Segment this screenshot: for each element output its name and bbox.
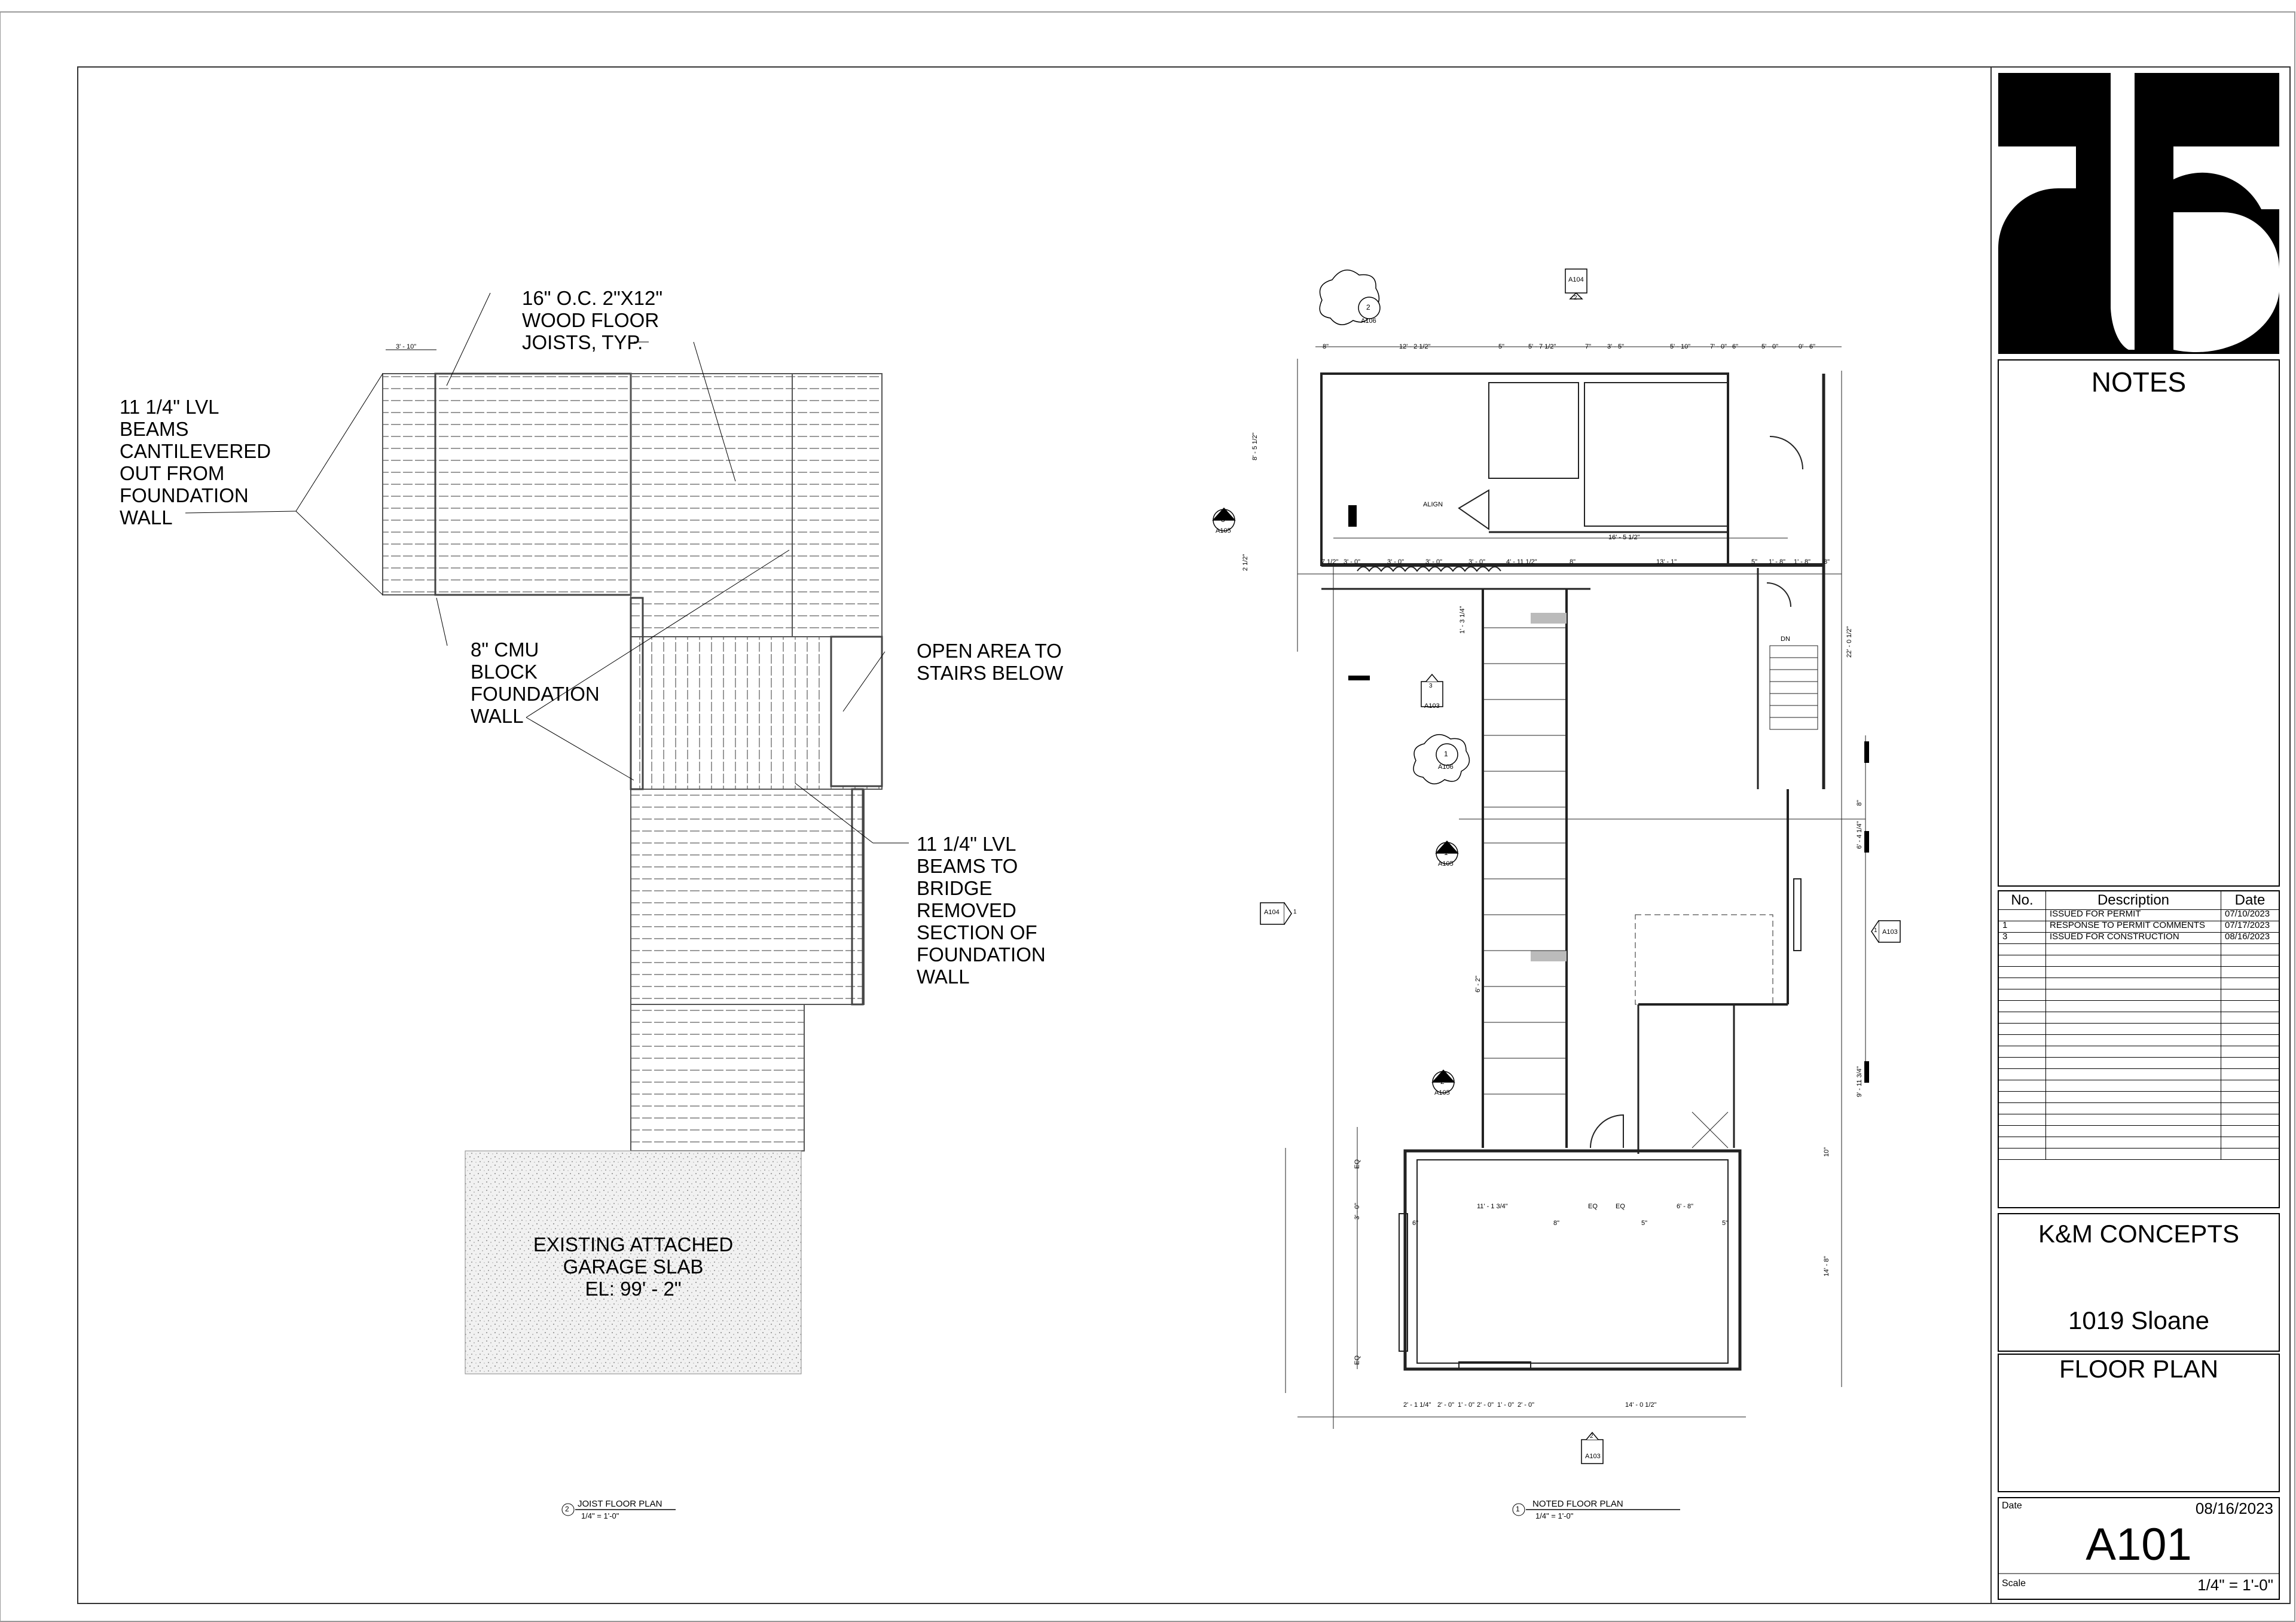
dim-top: 5" [1498, 343, 1505, 350]
dim-lower: EQ [1588, 1203, 1598, 1210]
section-marker-num[interactable]: 1 [1444, 750, 1448, 758]
date-label: Date [2002, 1501, 2022, 1511]
elevation-marker-ref[interactable]: A103 [1882, 928, 1898, 936]
dim-mid: 1' - 8" [1794, 558, 1811, 566]
noted-view-number: 1 [1516, 1505, 1520, 1513]
blank-row [1999, 955, 2279, 967]
blank-row [1999, 1001, 2279, 1012]
dim-mid: 8" [1824, 558, 1830, 566]
dim-lower: 11' - 1 3/4" [1477, 1203, 1508, 1210]
blank-row [1999, 1126, 2279, 1137]
section-marker-ref[interactable]: A105 [1438, 860, 1454, 867]
dim-top: 12' - 2 1/2" [1399, 343, 1431, 350]
note-garage-slab: EXISTING ATTACHED GARAGE SLAB EL: 99' - 2" [533, 1233, 734, 1300]
dim-lower: 6' - 8" [1677, 1203, 1694, 1210]
blank-row [1999, 1137, 2279, 1148]
dim-right: 9' - 11 3/4" [1856, 1066, 1863, 1097]
section-marker-num[interactable]: 2 [1366, 303, 1370, 311]
dim-left: 2 1/2" [1242, 554, 1249, 571]
rev-description: ISSUED FOR CONSTRUCTION [2046, 933, 2221, 944]
blank-row [1999, 1024, 2279, 1035]
project-name: 1019 Sloane [2068, 1306, 2209, 1334]
elevation-marker-num[interactable]: 1 [1293, 909, 1297, 915]
blank-row [1999, 1148, 2279, 1160]
scale-label: Scale [2002, 1578, 2026, 1589]
rev-date: 07/17/2023 [2221, 921, 2279, 933]
blank-row [1999, 1069, 2279, 1080]
elevation-marker-num[interactable]: 2 [1574, 295, 1577, 301]
revision-row [1999, 933, 2279, 944]
inner-frame [78, 67, 2290, 1603]
dim-16ft: 16' - 5 1/2" [1608, 534, 1640, 541]
dim-lower: 5" [1641, 1220, 1648, 1227]
rev-date: 08/16/2023 [2221, 933, 2279, 944]
dim-mid: 3' - 0" [1425, 558, 1443, 566]
elevation-marker-num[interactable]: 1 [1874, 927, 1877, 934]
blank-row [1999, 1035, 2279, 1046]
dim-top: 5' - 10" [1670, 343, 1691, 350]
joist-floor-plan [185, 293, 909, 1516]
joist-view-title: JOIST FLOOR PLAN [578, 1499, 662, 1509]
dim-top: 5' - 7 1/2" [1528, 343, 1556, 350]
joist-view-number: 2 [565, 1505, 569, 1513]
outer-frame [0, 12, 2295, 1621]
dim-top: 5' - 0" [1761, 343, 1779, 350]
dim-right: 14' - 8" [1823, 1256, 1830, 1276]
rev-header-no: No. [1999, 891, 2046, 910]
dim-right: 22' - 0 1/2" [1846, 626, 1853, 658]
elevation-marker-ref[interactable]: A103 [1424, 702, 1440, 710]
dim-left: EQ [1354, 1159, 1361, 1169]
section-marker-ref[interactable]: A105 [1216, 527, 1231, 534]
dim-lower: 6" [1412, 1220, 1419, 1227]
dim-top: 7' - 0" [1710, 343, 1727, 350]
rev-header-date: Date [2221, 891, 2279, 910]
sheet-title: FLOOR PLAN [2059, 1355, 2219, 1383]
dim-right: 10" [1823, 1147, 1830, 1157]
blank-row [1999, 1046, 2279, 1058]
joist-view-scale: 1/4" = 1'-0" [581, 1511, 619, 1520]
blank-row [1999, 944, 2279, 955]
dim-lower: 5" [1722, 1220, 1729, 1227]
noted-view-title: NOTED FLOOR PLAN [1532, 1499, 1623, 1509]
dim-bottom: 2' - 0" [1518, 1401, 1535, 1409]
blank-row [1999, 989, 2279, 1001]
rev-description: RESPONSE TO PERMIT COMMENTS [2046, 921, 2221, 933]
section-marker-num[interactable]: 3 [1221, 515, 1225, 524]
sheet-number: A101 [2086, 1519, 2192, 1570]
elevation-marker-num[interactable]: 3 [1429, 683, 1433, 689]
blank-row [1999, 1092, 2279, 1103]
blank-row [1999, 1114, 2279, 1126]
elevation-marker-ref[interactable]: A103 [1585, 1453, 1601, 1460]
dim-top: 0' - 6" [1799, 343, 1816, 350]
dim-bottom: 1' - 0" [1458, 1401, 1475, 1409]
dim-bottom: 2' - 0" [1477, 1401, 1494, 1409]
dim-left: EQ [1354, 1355, 1361, 1365]
section-marker-ref[interactable]: A106 [1438, 763, 1454, 771]
elevation-marker-ref[interactable]: A104 [1568, 276, 1584, 283]
dim-joist-top: 3' - 10" [396, 343, 417, 350]
dim-mid: 4' - 11 1/2" [1506, 558, 1537, 566]
note-joists: 16" O.C. 2"X12" WOOD FLOOR JOISTS, TYP. [522, 287, 663, 353]
company-name: K&M CONCEPTS [2038, 1220, 2240, 1248]
dim-top: 8" [1323, 343, 1329, 350]
dim-mid: 3' - 0" [1344, 558, 1361, 566]
blank-row [1999, 1012, 2279, 1024]
rev-no: 3 [1999, 933, 2046, 944]
blank-row [1999, 978, 2279, 989]
dim-right: 6' - 4 1/4" [1856, 821, 1863, 849]
elevation-marker-shapes [1260, 269, 1900, 1464]
dim-mid: 3' - 0" [1468, 558, 1486, 566]
section-marker-ref[interactable]: A106 [1361, 317, 1376, 325]
noted-view-scale: 1/4" = 1'-0" [1535, 1511, 1574, 1520]
notes-panel [1998, 360, 2279, 886]
stair-treads [1770, 658, 1818, 717]
dim-bottom: 2' - 0" [1437, 1401, 1455, 1409]
rev-no [1999, 910, 2046, 921]
hall-treads [1483, 628, 1567, 1094]
dim-top: 3' - 5" [1607, 343, 1625, 350]
dim-right: 8" [1856, 799, 1863, 806]
dim-mid: 3' - 0" [1387, 558, 1405, 566]
date-value: 08/16/2023 [2195, 1499, 2273, 1517]
note-stair-down: DN [1781, 636, 1790, 643]
dim-mid: 13' - 1" [1656, 558, 1677, 566]
dim-left: 6' - 2" [1474, 975, 1482, 992]
section-marker-ref[interactable]: A105 [1434, 1089, 1450, 1096]
blank-row [1999, 967, 2279, 978]
section-marker-num[interactable]: 2 [1440, 1077, 1445, 1086]
dim-left: 3' - 0" [1354, 1202, 1361, 1220]
dim-mid: 7 1/2" [1321, 558, 1339, 566]
rev-header-description: Description [2046, 891, 2221, 910]
dim-left: 8' - 5 1/2" [1251, 432, 1259, 460]
dim-mid: 1' - 8" [1769, 558, 1786, 566]
blank-row [1999, 1080, 2279, 1092]
elevation-marker-ref[interactable]: A104 [1264, 909, 1280, 916]
dim-mid: 8" [1570, 558, 1576, 566]
dim-lower: 8" [1553, 1220, 1560, 1227]
note-align: ALIGN [1423, 501, 1443, 508]
revision-row [1999, 921, 2279, 933]
blank-row [1999, 1103, 2279, 1114]
rev-date: 07/10/2023 [2221, 910, 2279, 921]
dim-top: 7" [1585, 343, 1592, 350]
dim-bottom: 2' - 1 1/4" [1403, 1401, 1431, 1409]
rev-description: ISSUED FOR PERMIT [2046, 910, 2221, 921]
dim-mid: 5" [1751, 558, 1758, 566]
dim-left: 1' - 3 1/4" [1459, 606, 1466, 634]
revision-table [1998, 891, 2279, 1160]
note-cmu-wall: 8" CMU BLOCK FOUNDATION WALL [471, 639, 600, 727]
dim-bottom: 1' - 0" [1497, 1401, 1515, 1409]
section-marker-num[interactable]: 1 [1444, 848, 1448, 857]
revision-row [1999, 910, 2279, 921]
dim-top: 6" [1732, 343, 1739, 350]
rev-no: 1 [1999, 921, 2046, 933]
notes-heading: NOTES [2091, 366, 2187, 398]
blank-row [1999, 1058, 2279, 1069]
note-lvl-cantilever: 11 1/4" LVL BEAMS CANTILEVERED OUT FROM FOUNDATION WALL [120, 396, 271, 529]
elevation-marker-num[interactable]: 2 [1590, 1433, 1593, 1440]
dim-bottom: 14' - 0 1/2" [1625, 1401, 1657, 1409]
dim-lower: EQ [1616, 1203, 1625, 1210]
scale-value: 1/4" = 1'-0" [2197, 1576, 2273, 1594]
note-lvl-bridge: 11 1/4" LVL BEAMS TO BRIDGE REMOVED SECTION OF FOUNDATION WALL [917, 833, 1046, 988]
noted-floor-plan [1286, 347, 1869, 1516]
note-open-area: OPEN AREA TO STAIRS BELOW [917, 640, 1064, 684]
